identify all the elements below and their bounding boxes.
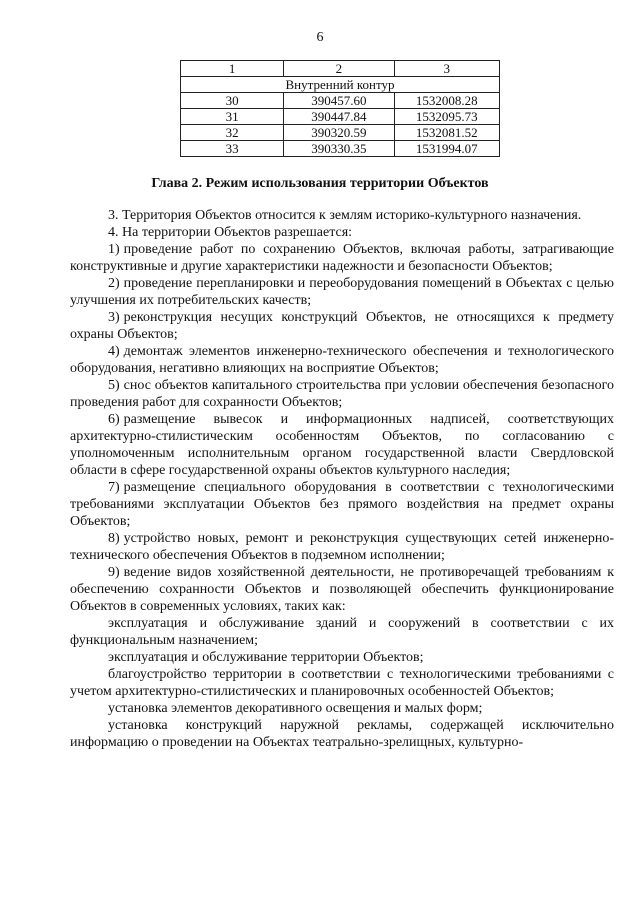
chapter-title: Глава 2. Режим использования территории Объектов — [151, 176, 489, 191]
table-cell: 1532095.73 — [394, 109, 499, 125]
table-cell: 30 — [181, 93, 284, 109]
list-item-text: демонтаж элементов инженерно-технического обеспечения и технологического оборудования, негативно влияющих на восприятие Объектов; — [70, 344, 614, 376]
table-section-row — [181, 77, 500, 93]
table-cell: 390330.35 — [284, 141, 394, 157]
header-cell: 1 — [181, 61, 284, 77]
paragraph — [70, 615, 614, 649]
list-item-text: проведение работ по сохранению Объектов, включая работы, затрагивающие конструктивные и другие характеристики надежности и безопасности Объектов; — [70, 242, 614, 274]
table-row — [181, 141, 500, 157]
header-cell: 3 — [394, 61, 499, 77]
coordinates-table — [180, 60, 500, 157]
paragraph-text: благоустройство территории в соответствии с технологическими требованиями с учетом архитектурно-стилистических и планировочных особенностей Объектов; — [70, 667, 614, 699]
list-item-text: устройство новых, ремонт и реконструкция существующих сетей инженерно-технического обеспечения Объектов в подземном исполнении; — [70, 531, 614, 563]
paragraph — [70, 700, 614, 717]
table-row — [181, 93, 500, 109]
list-item-number: 6) — [108, 412, 120, 427]
list-item-number: 8) — [108, 531, 120, 546]
list-item-text: размещение специального оборудования в соответствии с технологическими требованиями эксплуатации Объектов без прямого воздействия на предмет охраны Объектов; — [70, 480, 614, 529]
list-item — [70, 564, 614, 615]
list-item-text: снос объектов капитального строительства при условии обеспечения безопасного проведения работ для сохранности Объектов; — [70, 378, 614, 410]
table-cell: 1532008.28 — [394, 93, 499, 109]
list-item-number: 3) — [108, 310, 120, 325]
list-item-number: 7) — [108, 480, 120, 495]
list-item — [70, 530, 614, 564]
page-number: 6 — [316, 30, 324, 45]
paragraph — [70, 666, 614, 700]
paragraph-text: эксплуатация и обслуживание территории Объектов; — [108, 650, 424, 665]
document-body — [70, 207, 614, 751]
list-item — [70, 275, 614, 309]
section-title-cell: Внутренний контур — [181, 77, 500, 93]
list-item-number: 5) — [108, 378, 120, 393]
list-item — [70, 479, 614, 530]
table-cell: 1532081.52 — [394, 125, 499, 141]
header-cell: 2 — [284, 61, 394, 77]
table-cell: 390457.60 — [284, 93, 394, 109]
table-cell: 390320.59 — [284, 125, 394, 141]
table-cell: 32 — [181, 125, 284, 141]
table-row — [181, 109, 500, 125]
list-item — [70, 343, 614, 377]
table-cell: 1531994.07 — [394, 141, 499, 157]
table-row — [181, 125, 500, 141]
paragraph-text: установка элементов декоративного освещения и малых форм; — [108, 701, 483, 716]
paragraph — [70, 649, 614, 666]
paragraph-text: установка конструкций наружной рекламы, содержащей исключительно информацию о проведении на Объектах театрально-зрелищных, культурно- — [70, 718, 614, 750]
list-item-number: 4) — [108, 344, 120, 359]
paragraph — [70, 207, 614, 224]
table-header-row — [181, 61, 500, 77]
paragraph-text: 4. На территории Объектов разрешается: — [108, 225, 353, 240]
paragraph — [70, 717, 614, 751]
list-item-number: 1) — [108, 242, 120, 257]
list-item — [70, 411, 614, 479]
paragraph-text: 3. Территория Объектов относится к землям историко-культурного назначения. — [108, 208, 582, 223]
list-item — [70, 241, 614, 275]
table-cell: 33 — [181, 141, 284, 157]
list-item-number: 9) — [108, 565, 120, 580]
paragraph-text: эксплуатация и обслуживание зданий и сооружений в соответствии с их функциональным назначением; — [70, 616, 614, 648]
table-cell: 31 — [181, 109, 284, 125]
list-item-number: 2) — [108, 276, 120, 291]
list-item-text: ведение видов хозяйственной деятельности, не противоречащей требованиям к обеспечению сохранности Объектов и позволяющей обеспечить функционирование Объектов в современных условиях, таких как: — [70, 565, 614, 614]
table-cell: 390447.84 — [284, 109, 394, 125]
list-item-text: проведение перепланировки и переоборудования помещений в Объектах с целью улучшения их потребительских качеств; — [70, 276, 614, 308]
list-item — [70, 377, 614, 411]
list-item-text: реконструкция несущих конструкций Объектов, не относящихся к предмету охраны Объектов; — [70, 310, 614, 342]
paragraph — [70, 224, 614, 241]
list-item — [70, 309, 614, 343]
list-item-text: размещение вывесок и информационных надписей, соответствующих архитектурно-стилистическим особенностям Объектов, по согласованию с уполномоченным исполнительным органом государственной власти Свердловской области в сфере государственной охраны объектов культурного наследия; — [70, 412, 614, 478]
